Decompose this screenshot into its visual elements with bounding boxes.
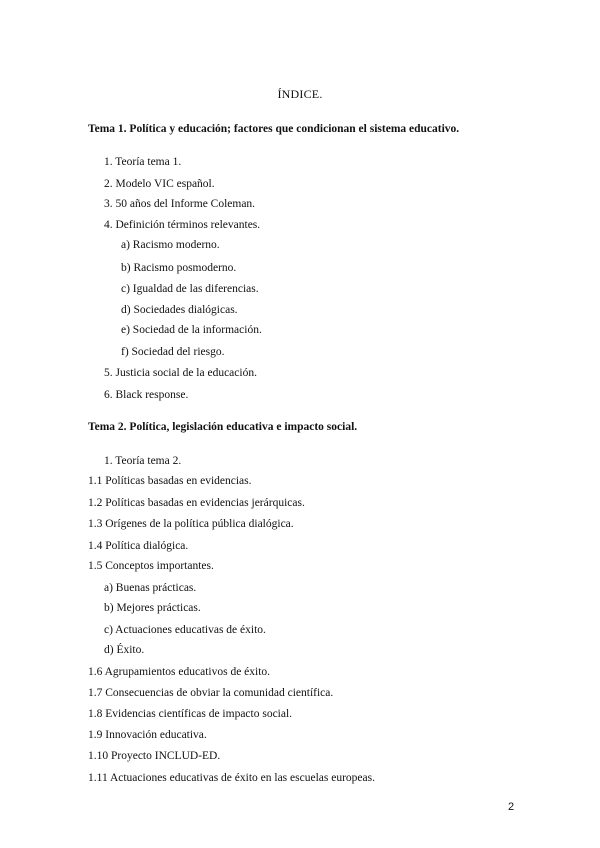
toc-subitem: b) Racismo posmoderno. [121, 262, 237, 274]
toc-subitem: b) Mejores prácticas. [104, 602, 201, 614]
section-heading-tema-1: Tema 1. Política y educación; factores que condicionan el sistema educativo. [88, 123, 460, 135]
toc-subitem: a) Buenas prácticas. [104, 582, 197, 594]
toc-item: 1.4 Política dialógica. [88, 540, 189, 552]
toc-item: 1. Teoría tema 2. [104, 455, 182, 467]
toc-subitem: d) Éxito. [104, 644, 145, 656]
toc-item: 1.10 Proyecto INCLUD-ED. [88, 750, 221, 762]
toc-item: 1.1 Políticas basadas en evidencias. [88, 475, 252, 487]
toc-subitem: a) Racismo moderno. [121, 239, 220, 251]
toc-subitem: d) Sociedades dialógicas. [121, 304, 238, 316]
toc-subitem: e) Sociedad de la información. [121, 324, 262, 336]
toc-item: 5. Justicia social de la educación. [104, 367, 257, 379]
toc-item: 1.6 Agrupamientos educativos de éxito. [88, 666, 271, 678]
toc-subitem: f) Sociedad del riesgo. [121, 346, 225, 358]
toc-item: 4. Definición términos relevantes. [104, 219, 261, 231]
page-title: ÍNDICE. [277, 87, 323, 101]
toc-item: 1.3 Orígenes de la política pública dialógica. [88, 518, 294, 530]
toc-subitem: c) Igualdad de las diferencias. [121, 283, 259, 295]
section-heading-tema-2: Tema 2. Política, legislación educativa e impacto social. [88, 421, 358, 433]
toc-item: 1.2 Políticas basadas en evidencias jerárquicas. [88, 497, 305, 509]
page-number: 2 [508, 801, 515, 813]
toc-item: 1.9 Innovación educativa. [88, 729, 207, 741]
toc-item: 6. Black response. [104, 389, 189, 401]
toc-item: 2. Modelo VIC español. [104, 178, 215, 190]
toc-item: 1. Teoría tema 1. [104, 156, 182, 168]
toc-item: 1.5 Conceptos importantes. [88, 560, 214, 572]
toc-item: 1.11 Actuaciones educativas de éxito en las escuelas europeas. [88, 772, 375, 784]
toc-subitem: c) Actuaciones educativas de éxito. [104, 624, 266, 636]
toc-item: 3. 50 años del Informe Coleman. [104, 198, 256, 210]
toc-item: 1.7 Consecuencias de obviar la comunidad científica. [88, 687, 334, 699]
toc-item: 1.8 Evidencias científicas de impacto social. [88, 708, 293, 720]
